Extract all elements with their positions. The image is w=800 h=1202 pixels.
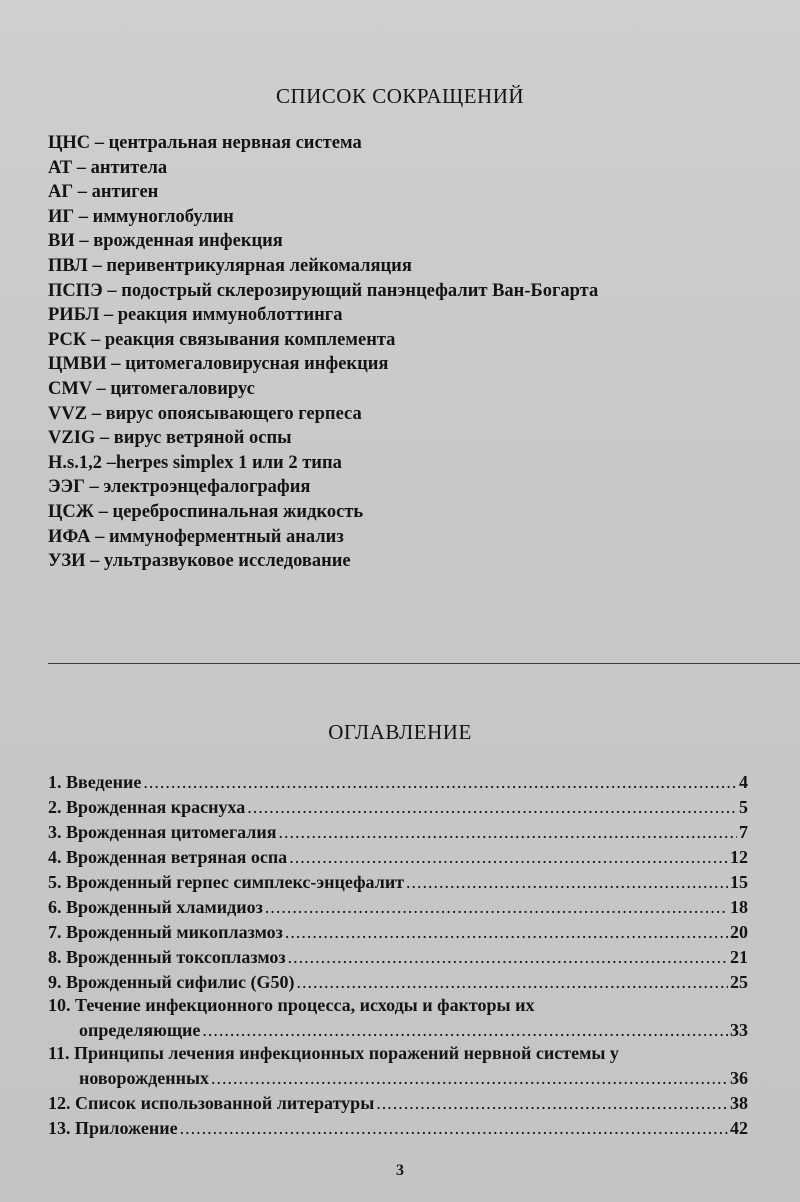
abbreviation-code: ЭЭГ xyxy=(48,477,85,498)
toc-entry xyxy=(48,1066,748,1091)
toc-entry-first-line xyxy=(48,995,748,1018)
toc-dot-leader xyxy=(406,870,728,895)
toc-entry-title: 13. Приложение xyxy=(48,1118,178,1138)
abbreviation-item xyxy=(48,205,768,230)
toc-entry-page: 7 xyxy=(739,822,748,842)
abbreviation-definition: – антиген xyxy=(73,182,159,203)
abbreviation-item xyxy=(48,377,768,402)
toc-dot-leader xyxy=(247,795,737,820)
toc-entry-page: 5 xyxy=(739,797,748,817)
abbreviation-definition: – иммуноферментный анализ xyxy=(90,526,344,547)
abbreviation-definition: – реакция связывания комплемента xyxy=(86,329,396,350)
abbreviation-code: H.s.1,2 xyxy=(48,452,102,473)
toc-entry-title: 9. Врожденный сифилис (G50) xyxy=(48,972,295,992)
abbreviation-item xyxy=(48,525,768,550)
abbreviation-code: УЗИ xyxy=(48,551,86,572)
abbreviation-item xyxy=(48,254,768,279)
section-divider xyxy=(48,663,800,664)
abbreviation-item xyxy=(48,475,768,500)
toc-entry-title: 4. Врожденная ветряная оспа xyxy=(48,847,288,867)
abbreviation-code: АГ xyxy=(48,182,74,203)
toc-entry-page: 20 xyxy=(730,922,748,942)
abbreviation-code: VVZ xyxy=(48,403,88,424)
toc-entry-page: 15 xyxy=(730,872,748,892)
toc-entry-title: 5. Врожденный герпес симплекс-энцефалит xyxy=(48,872,405,892)
abbreviation-definition: – реакция иммуноблоттинга xyxy=(99,305,343,326)
toc-dot-leader xyxy=(279,820,738,845)
toc-entry xyxy=(48,845,748,870)
toc-entry-page: 36 xyxy=(730,1068,748,1088)
abbreviation-item xyxy=(48,156,768,181)
abbreviation-code: ИГ xyxy=(48,206,75,227)
abbreviation-item xyxy=(48,131,768,156)
abbreviation-definition: – цитомегаловирусная инфекция xyxy=(106,354,389,375)
abbreviation-definition: – перивентрикулярная лейкомаляция xyxy=(87,255,412,276)
toc-entry xyxy=(48,920,748,945)
toc-entry-title: 2. Врожденная краснуха xyxy=(48,797,246,817)
abbreviation-item xyxy=(48,303,768,328)
abbreviation-code: РИБЛ xyxy=(48,305,100,326)
abbreviation-definition: – врожденная инфекция xyxy=(74,231,283,252)
abbreviation-item xyxy=(48,402,768,427)
abbreviation-code: ИФА xyxy=(48,526,91,547)
abbreviation-code: CMV xyxy=(48,378,92,399)
abbreviation-item xyxy=(48,229,768,254)
abbreviation-item xyxy=(48,500,768,525)
toc-entry xyxy=(48,820,748,845)
abbreviation-code: ПСПЭ xyxy=(48,280,103,301)
toc-entry-title-continued: определяющие xyxy=(79,1020,201,1040)
abbreviation-item xyxy=(48,549,768,574)
toc-entry-title: 6. Врожденный хламидиоз xyxy=(48,897,263,917)
toc-entry xyxy=(48,1091,748,1116)
toc-entry-title: 3. Врожденная цитомегалия xyxy=(48,822,277,842)
abbreviation-definition: – ультразвуковое исследование xyxy=(85,551,351,572)
page-number: 3 xyxy=(396,1162,404,1179)
abbreviation-code: ВИ xyxy=(48,231,75,252)
abbreviation-item xyxy=(48,328,768,353)
toc-entry-page: 33 xyxy=(730,1020,748,1040)
toc-entry xyxy=(48,770,748,795)
toc-entry xyxy=(48,895,748,920)
abbreviation-definition: –herpes simplex 1 или 2 типа xyxy=(101,452,342,473)
toc-entry-title-continued: новорожденных xyxy=(79,1068,210,1088)
toc-entry xyxy=(48,795,748,820)
toc-entry-title: 7. Врожденный микоплазмоз xyxy=(48,922,283,942)
toc-entry xyxy=(48,945,748,970)
toc-dot-leader xyxy=(211,1066,728,1091)
abbreviation-code: ПВЛ xyxy=(48,255,88,276)
abbreviation-code: ЦСЖ xyxy=(48,501,95,522)
toc-entry-page: 25 xyxy=(730,972,748,992)
abbreviation-definition: – вирус ветряной оспы xyxy=(95,428,292,449)
toc-entry xyxy=(48,1116,748,1141)
abbreviation-code: ЦНС xyxy=(48,133,91,153)
abbreviation-definition: – иммуноглобулин xyxy=(74,206,234,227)
abbreviations-list xyxy=(48,131,768,574)
toc-entry-page: 38 xyxy=(730,1093,748,1113)
abbreviation-item xyxy=(48,180,768,205)
abbreviation-code: РСК xyxy=(48,329,87,350)
abbreviation-definition: – цитомегаловирус xyxy=(91,378,255,399)
toc-entry-page: 21 xyxy=(730,947,748,967)
toc-dot-leader xyxy=(297,970,728,995)
toc-entry-title: 11. Принципы лечения инфекционных поражений нервной системы у xyxy=(48,1043,619,1063)
toc-entry xyxy=(48,970,748,995)
toc-dot-leader xyxy=(288,945,728,970)
abbreviation-code: АТ xyxy=(48,157,73,178)
toc-entry-first-line xyxy=(48,1043,748,1066)
toc-entry-title: 8. Врожденный токсоплазмоз xyxy=(48,947,286,967)
abbreviation-item xyxy=(48,279,768,304)
abbreviation-code: VZIG xyxy=(48,428,96,449)
toc-entry-page: 18 xyxy=(730,897,748,917)
toc-entry-title: 1. Введение xyxy=(48,772,142,792)
toc-entry xyxy=(48,1018,748,1043)
abbreviations-title: СПИСОК СОКРАЩЕНИЙ xyxy=(275,84,525,108)
abbreviation-definition: – цереброспинальная жидкость xyxy=(94,501,364,522)
abbreviation-definition: – электроэнцефалография xyxy=(84,477,311,498)
toc-dot-leader xyxy=(202,1018,728,1043)
abbreviation-item xyxy=(48,451,768,476)
toc-dot-leader xyxy=(285,920,728,945)
abbreviation-definition: – подострый склерозирующий панэнцефалит Ван-Богарта xyxy=(102,280,599,301)
toc-dot-leader xyxy=(265,895,728,920)
abbreviation-item xyxy=(48,426,768,451)
toc-entry-page: 42 xyxy=(730,1118,748,1138)
toc-dot-leader xyxy=(180,1116,728,1141)
toc-entry-title: 12. Список использованной литературы xyxy=(48,1093,375,1113)
abbreviation-definition: – вирус опоясывающего герпеса xyxy=(87,403,362,424)
abbreviation-code: ЦМВИ xyxy=(48,354,107,375)
toc-entry-page: 12 xyxy=(730,847,748,867)
toc-dot-leader xyxy=(143,770,737,795)
abbreviation-definition: – центральная нервная система xyxy=(90,133,362,153)
toc-entry xyxy=(48,870,748,895)
toc-entry-title: 10. Течение инфекционного процесса, исходы и факторы их xyxy=(48,995,535,1015)
toc-dot-leader xyxy=(376,1091,728,1116)
toc-title: ОГЛАВЛЕНИЕ xyxy=(328,720,472,744)
toc-entry-page: 4 xyxy=(739,772,748,792)
toc-dot-leader xyxy=(289,845,728,870)
abbreviation-item xyxy=(48,352,768,377)
table-of-contents xyxy=(48,770,748,1141)
abbreviation-definition: – антитела xyxy=(72,157,168,178)
